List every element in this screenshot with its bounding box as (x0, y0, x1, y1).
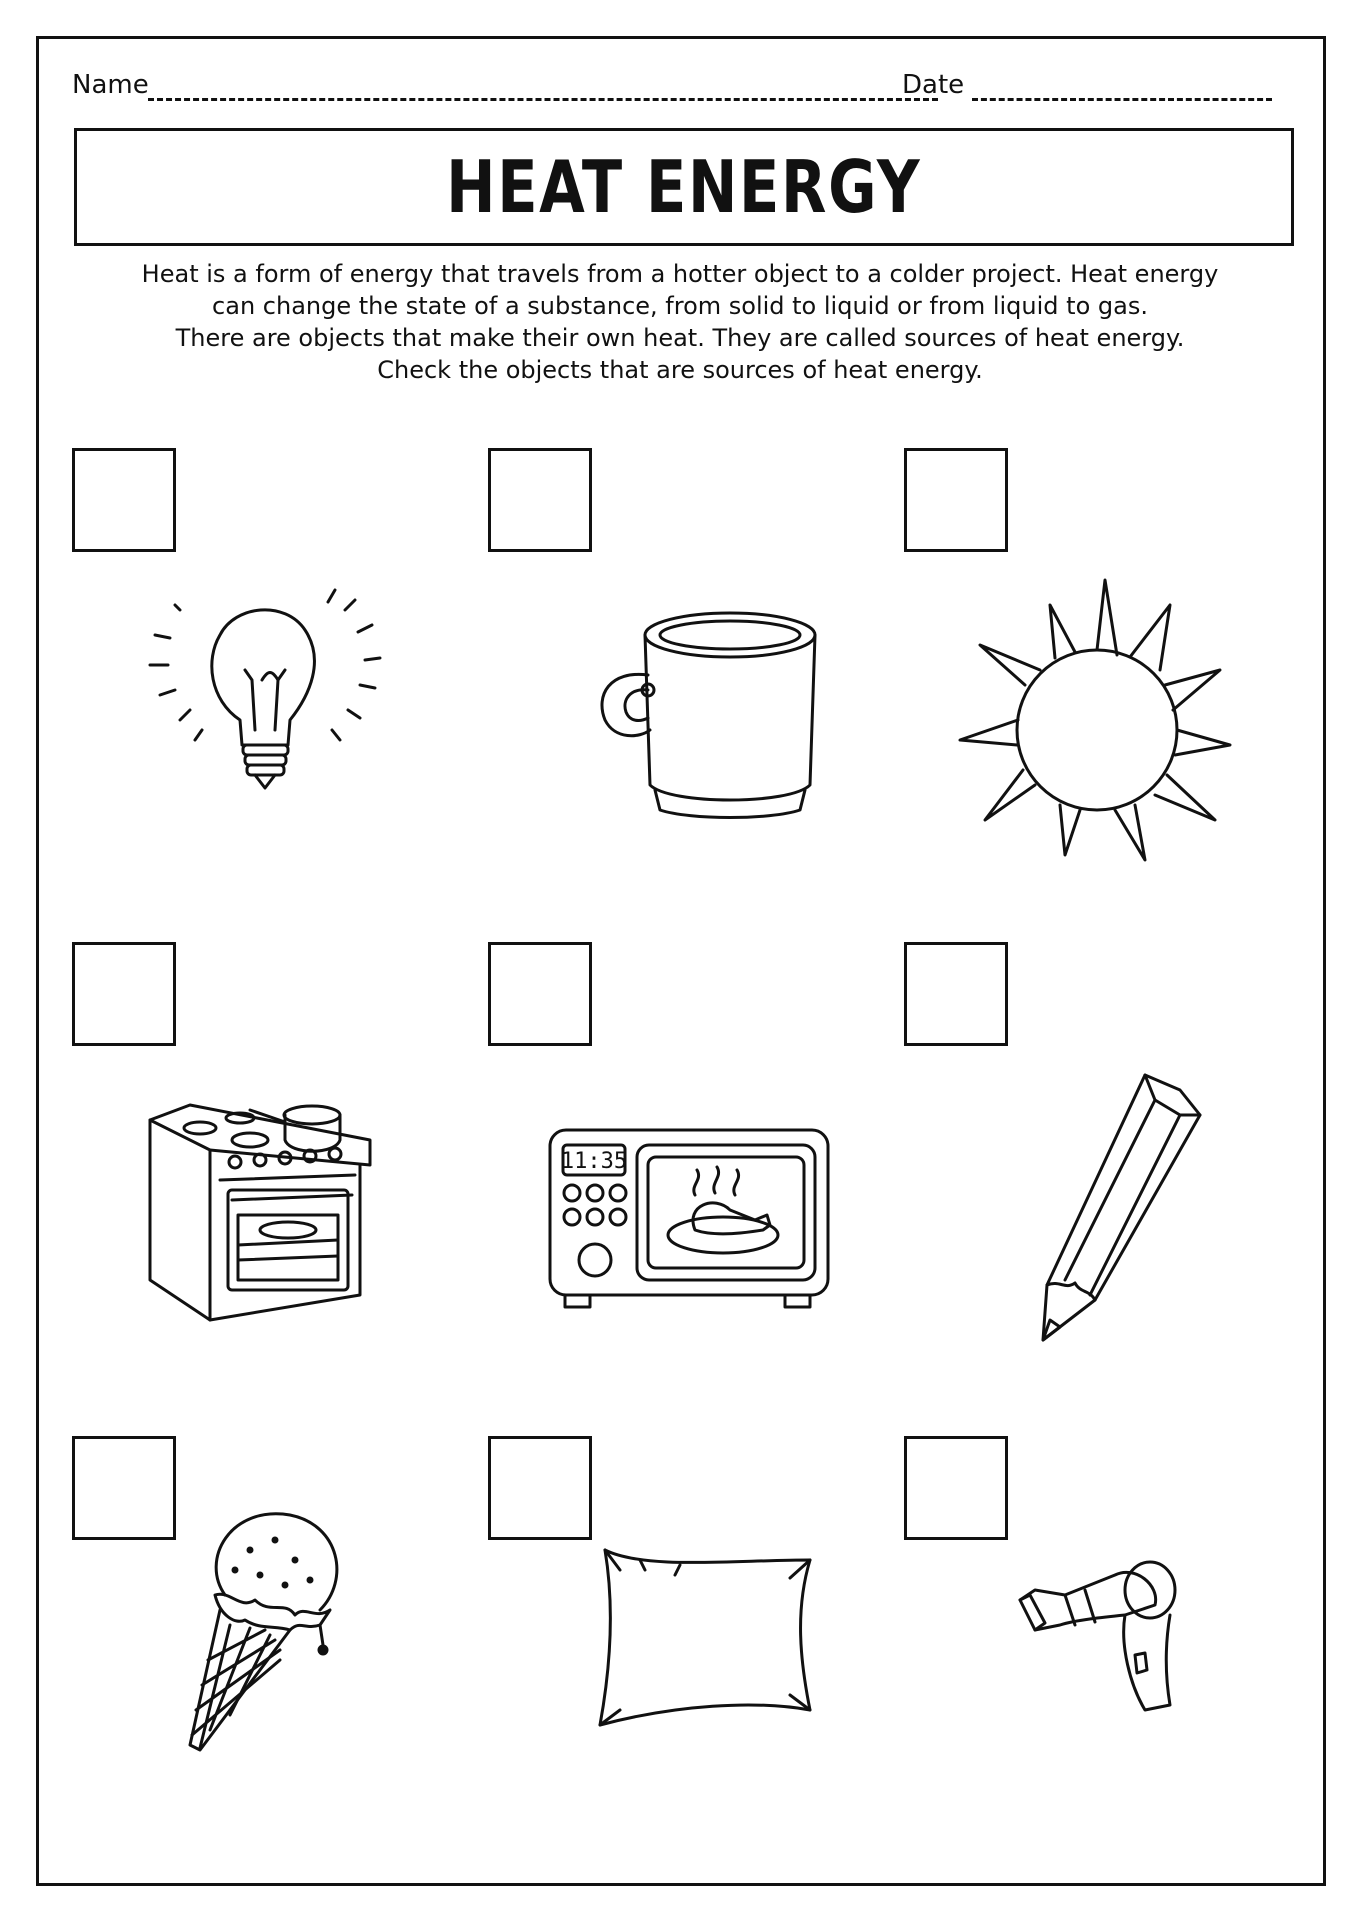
sun-icon (955, 570, 1235, 874)
instruction-line: Check the objects that are sources of heat energy. (377, 356, 983, 384)
checkbox-light-bulb[interactable] (72, 448, 176, 552)
instructions (60, 258, 1300, 386)
ice-cream-icon (180, 1500, 350, 1764)
title-box (74, 128, 1294, 246)
checkbox-pencil[interactable] (904, 942, 1008, 1046)
name-date-row (72, 68, 1282, 108)
clock-display: 11:35 (560, 1149, 628, 1174)
stove-icon (140, 1080, 380, 1364)
instruction-line: can change the state of a substance, from solid to liquid or from liquid to gas. (212, 292, 1148, 320)
checkbox-microwave[interactable] (488, 942, 592, 1046)
date-label: Date (902, 70, 965, 100)
checkbox-sun[interactable] (904, 448, 1008, 552)
checkbox-mug[interactable] (488, 448, 592, 552)
page-title: HEAT ENERGY (446, 145, 922, 229)
checkbox-hair-dryer[interactable] (904, 1436, 1008, 1540)
instruction-line: Heat is a form of energy that travels from a hotter object to a colder project. Heat energy (141, 260, 1219, 288)
name-field[interactable] (148, 98, 938, 101)
microwave-icon (545, 1125, 835, 1319)
pillow-icon (585, 1530, 825, 1744)
pencil-icon (1035, 1065, 1225, 1359)
mug-icon (580, 600, 830, 834)
light-bulb-icon (140, 570, 410, 814)
hair-dryer-icon (1005, 1545, 1215, 1729)
name-label: Name (72, 70, 149, 100)
checkbox-ice-cream[interactable] (72, 1436, 176, 1540)
date-field[interactable] (972, 98, 1272, 101)
instruction-line: There are objects that make their own heat. They are called sources of heat energy. (175, 324, 1185, 352)
checkbox-stove[interactable] (72, 942, 176, 1046)
checkbox-pillow[interactable] (488, 1436, 592, 1540)
